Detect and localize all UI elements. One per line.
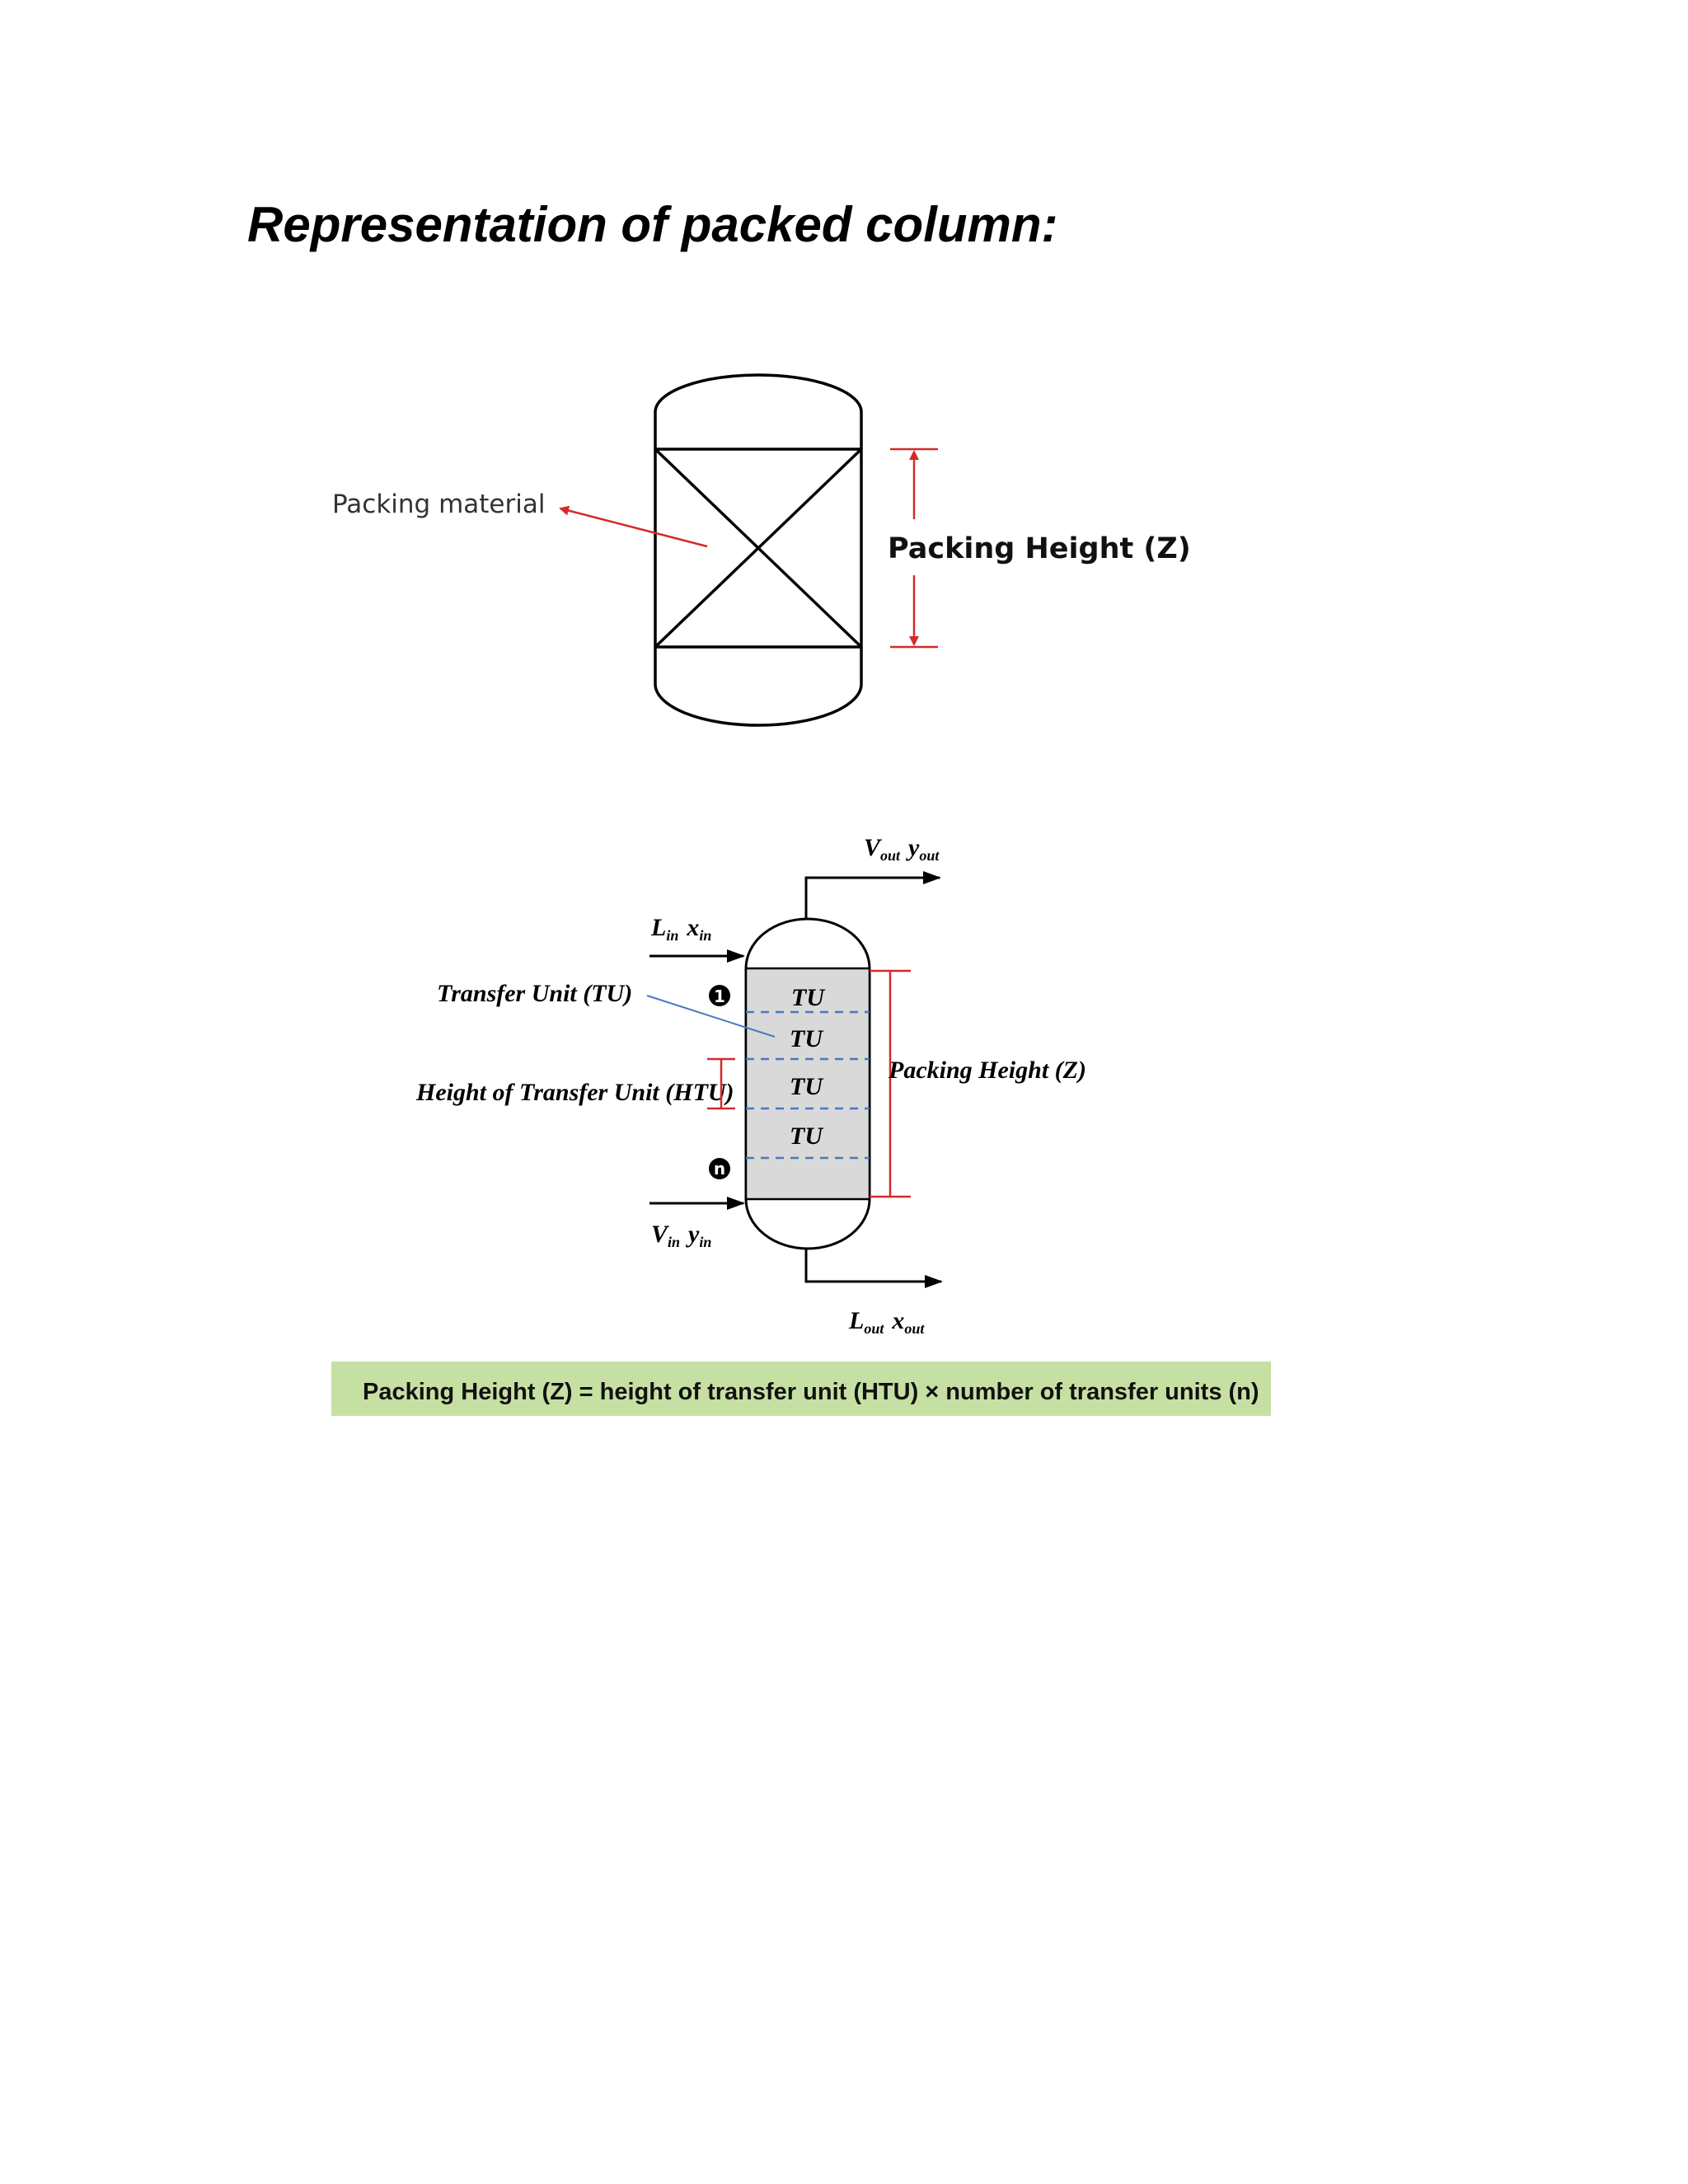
stage-marker-first-label: 1 [714,987,725,1006]
equation-text: Packing Height (Z) = height of transfer unit (HTU) × number of transfer units (n) [363,1379,1259,1405]
packing-height-label-2: Packing Height (Z) [889,1057,1086,1084]
column-bottom-head [655,647,861,725]
stage-marker-last-label: n [713,1159,726,1179]
tu-label: TU [790,1025,823,1052]
tu-label: TU [790,1073,823,1100]
liquid-in-label: $L_{in}$ $x_{in}$ [651,914,712,944]
equation-bar [331,1361,1271,1416]
simple-packed-column [332,375,1191,725]
vapour-out-label: $V_{out}$ $y_{out}$ [864,834,940,864]
vapour-in-label: $V_{in}$ $y_{in}$ [651,1221,712,1250]
transfer-unit-column [415,834,1086,1337]
packing-material-label: Packing material [332,490,546,519]
tu-label: TU [791,984,824,1011]
tu-label: TU [790,1122,823,1150]
packing-height-label: Packing Height (Z) [888,532,1191,565]
page-title: Representation of packed column: [247,197,1058,252]
liquid-out-label: $L_{out}$ $x_{out}$ [849,1307,925,1337]
vapour-out-line [806,878,940,919]
transfer-unit-label: Transfer Unit (TU) [437,980,633,1007]
liquid-out-line [806,1249,941,1282]
htu-label: Height of Transfer Unit (HTU) [416,1079,734,1106]
column-top-head [655,375,861,449]
packing-material-pointer [560,509,707,546]
